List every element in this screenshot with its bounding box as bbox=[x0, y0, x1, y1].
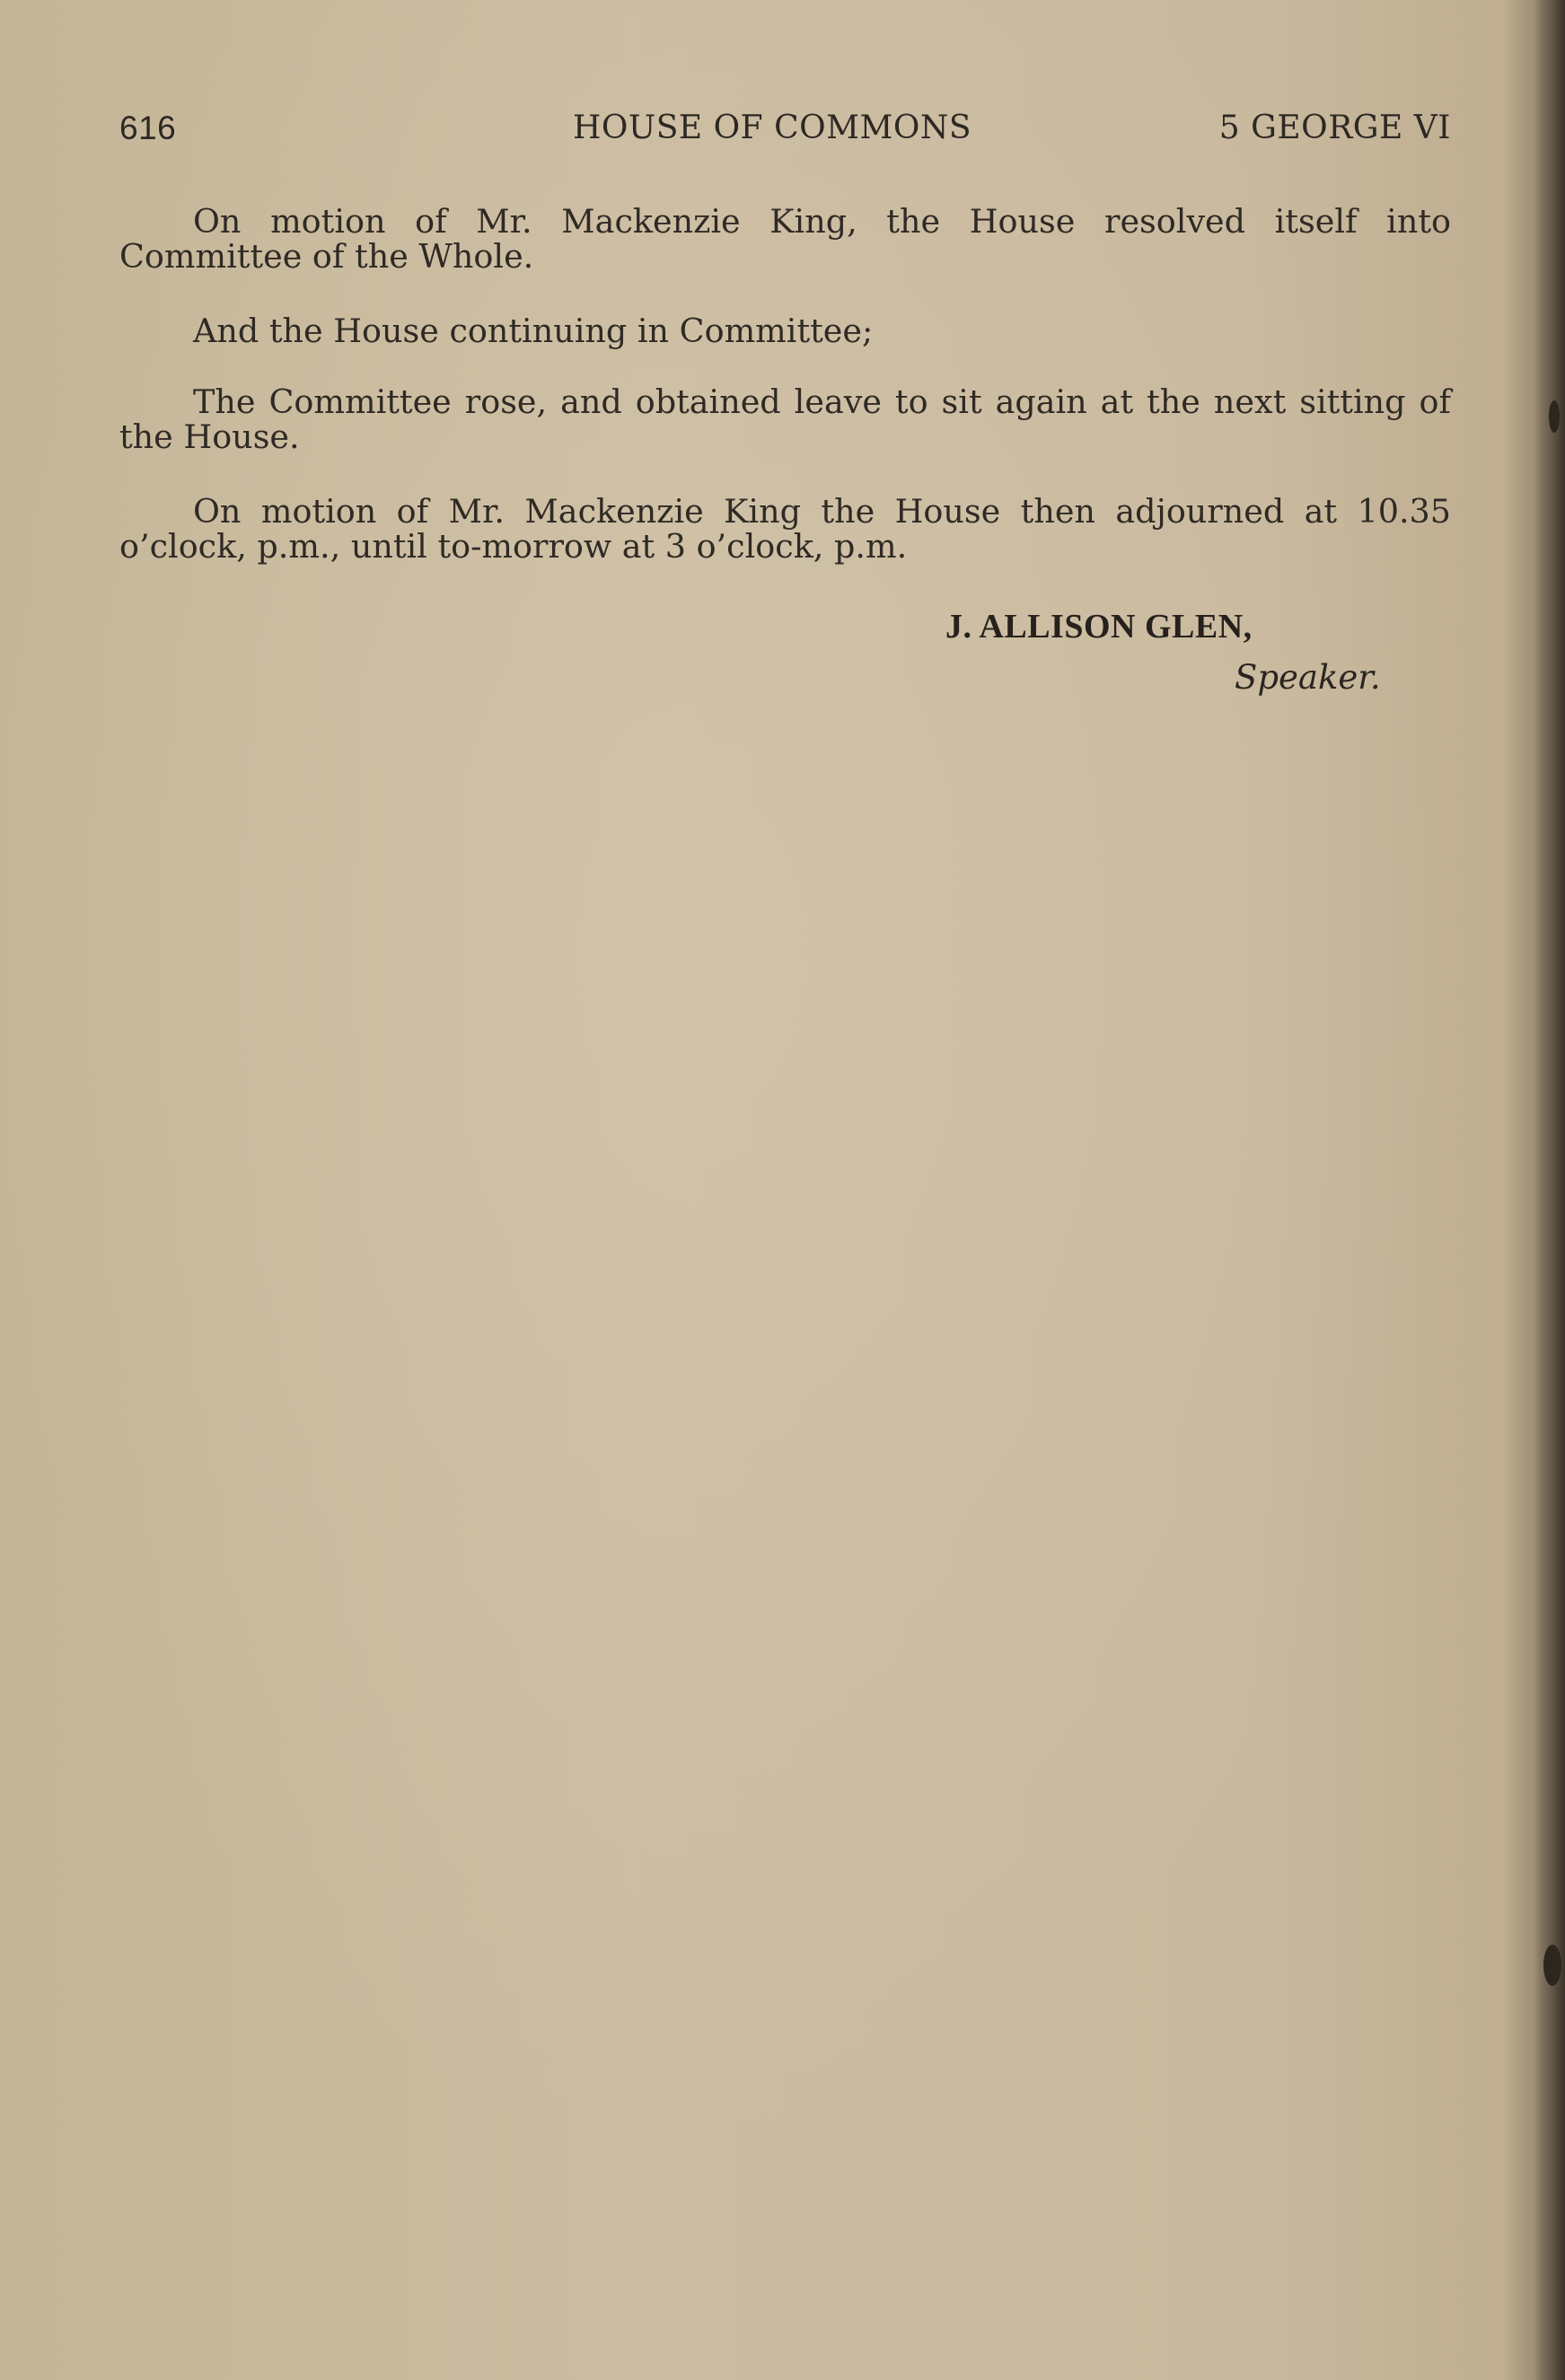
running-header bbox=[119, 110, 1451, 163]
header-session: 5 GEORGE VI bbox=[1218, 110, 1451, 146]
page-binding-edge bbox=[1534, 0, 1565, 2380]
speaker-signature: J. ALLISON GLEN, bbox=[945, 608, 1253, 645]
header-title: HOUSE OF COMMONS bbox=[573, 110, 972, 146]
binding-hole-bottom bbox=[1543, 1945, 1561, 1986]
page-number: 616 bbox=[119, 110, 177, 146]
binding-hole-top bbox=[1549, 400, 1560, 433]
body-text bbox=[119, 204, 1451, 603]
paragraph-continuing: And the House continuing in Committee; bbox=[193, 312, 874, 350]
paragraph-committee-whole: On motion of Mr. Mackenzie King, the House resolved itself into Committee of the Whole. bbox=[119, 202, 1451, 276]
paragraph-committee-rose: The Committee rose, and obtained leave to sit again at the next sitting of the House. bbox=[119, 382, 1451, 456]
paragraph-adjourned: On motion of Mr. Mackenzie King the House then adjourned at 10.35 o’clock, p.m., until to-morrow at 3 o’clock, p.m. bbox=[119, 492, 1451, 566]
speaker-title: Speaker. bbox=[1235, 658, 1381, 697]
